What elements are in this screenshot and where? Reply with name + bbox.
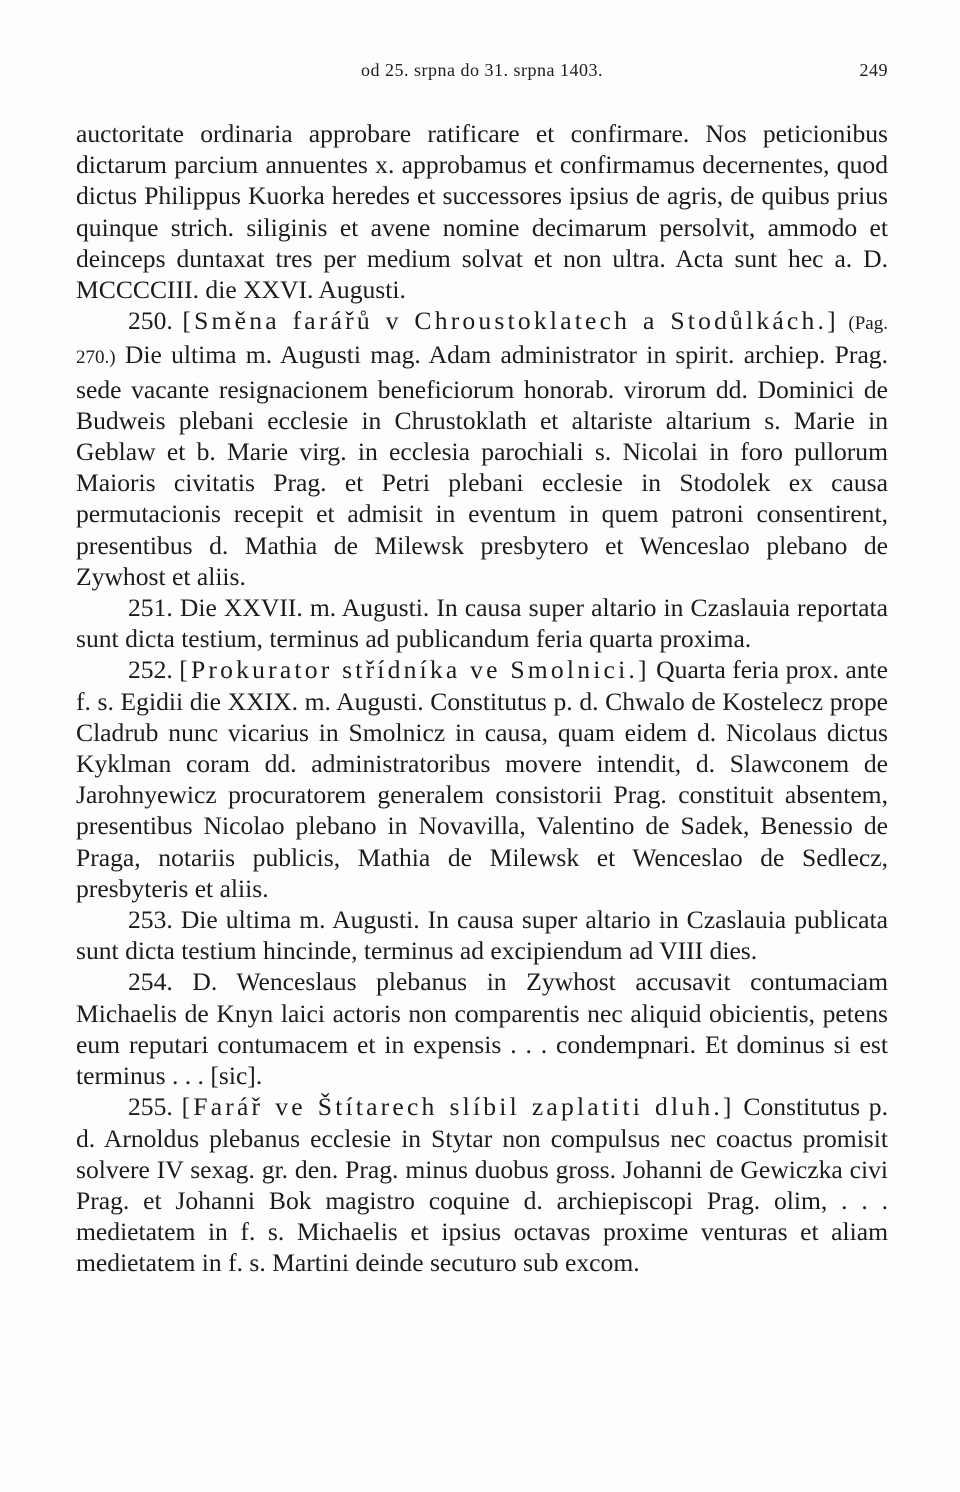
- running-head: [76, 60, 888, 90]
- entry-text: D. Wenceslaus plebanus in Zywhost accusavit contumaciam Michaelis de Knyn laici actoris non comparentis nec aliquid obicientis, petens eum reputari contumacem et in expensis . . . condempnari. Et dominus si est terminus . . . [sic].: [76, 967, 888, 1091]
- page-number: 249: [859, 60, 888, 80]
- entry-number: 251.: [128, 593, 173, 623]
- entry-number: 255.: [128, 1092, 173, 1122]
- entry-text: Constitutus p. d. Arnoldus plebanus ecclesie in Stytar non compulsus nec coactus promisit solvere IV sexag. gr. den. Prag. minus duobus gross. Johanni de Gewiczka civi Prag. et Johanni Bok magistro coquine d. archiepiscopi Prag. olim, . . . medietatem in f. s. Michaelis et ipsius octavas proxime venturas et aliam medietatem in f. s. Martini deinde secuturo sub excom.: [76, 1092, 888, 1278]
- entry-254: [76, 966, 888, 1091]
- entry-heading: [Prokurator střídníka ve Smolnici.]: [179, 655, 650, 685]
- entry-text: Die ultima m. Augusti mag. Adam administrator in spirit. archiep. Prag. sede vacante resignacionem beneficiorum honorab. virorum dd. Dominici de Budweis plebani ecclesie in Chrustoklath et altariste altarium s. Marie in Geblaw et b. Marie virg. in ecclesia parochiali s. Nicolai in foro pullorum Maioris civitatis Prag. et Petri plebani ecclesie in Stodolek ex causa permutacionis recepit et admisit in eventum in quem patroni consentirent, presentibus d. Mathia de Milewsk presbytero et Wenceslao plebano de Zywhost et aliis.: [76, 340, 888, 591]
- entry-text: Die XXVII. m. Augusti. In causa super altario in Czaslauia reportata sunt dicta testium, terminus ad publicandum feria quarta proxima.: [76, 593, 889, 654]
- entry-251: [76, 592, 888, 654]
- entry-number: 253.: [128, 905, 173, 935]
- entry-250: [76, 305, 888, 592]
- entry-number: 250.: [128, 306, 173, 336]
- entry-text: Quarta feria prox. ante f. s. Egidii die XXIX. m. Augusti. Constitutus p. d. Chwalo de Kostelecz prope Cladrub nunc vicarius in Smolnicz in causa, quam eidem d. Nicolaus dictus Kyklman coram dd. administratoribus movere intendit, d. Slawconem de Jarohnyewicz procuratorem generalem consistorii Prag. constituit absentem, presentibus Nicolao plebano in Novavilla, Valentino de Sadek, Benessio de Praga, notariis publicis, Mathia de Milewsk et Wenceslao de Sedlecz, presbyteris et aliis.: [76, 655, 888, 903]
- entry-252: [76, 654, 888, 904]
- entry-heading: [Farář ve Štítarech slíbil zaplatiti dluh.]: [181, 1092, 735, 1122]
- running-title: od 25. srpna do 31. srpna 1403.: [361, 60, 603, 80]
- entry-number: 254.: [128, 967, 173, 997]
- body-text: [76, 118, 888, 1279]
- entry-number: 252.: [128, 655, 173, 685]
- entry-heading: [Směna farářů v Chroustoklatech a Stodůlkách.]: [182, 306, 839, 336]
- page-reference: (Pag. 270.): [76, 313, 888, 369]
- entry-253: [76, 904, 888, 966]
- entry-249-continuation: [76, 118, 888, 305]
- entry-text: Die ultima m. Augusti. In causa super altario in Czaslauia publicata sunt dicta testium hincinde, terminus ad excipiendum ad VIII dies.: [76, 905, 888, 966]
- entry-text: auctoritate ordinaria approbare ratificare et confirmare. Nos peticionibus dictarum parcium annuentes x. approbamus et confirmamus decernentes, quod dictus Philippus Kuorka heredes et successores ipsius de agris, de quibus prius quinque strich. siliginis et avene nomine decimarum persolvit, ammodo et deinceps duntaxat tres per medium solvat et non ultra. Acta sunt hec a. D. MCCCCIII. die XXVI. Augusti.: [76, 119, 888, 305]
- entry-255: [76, 1091, 888, 1278]
